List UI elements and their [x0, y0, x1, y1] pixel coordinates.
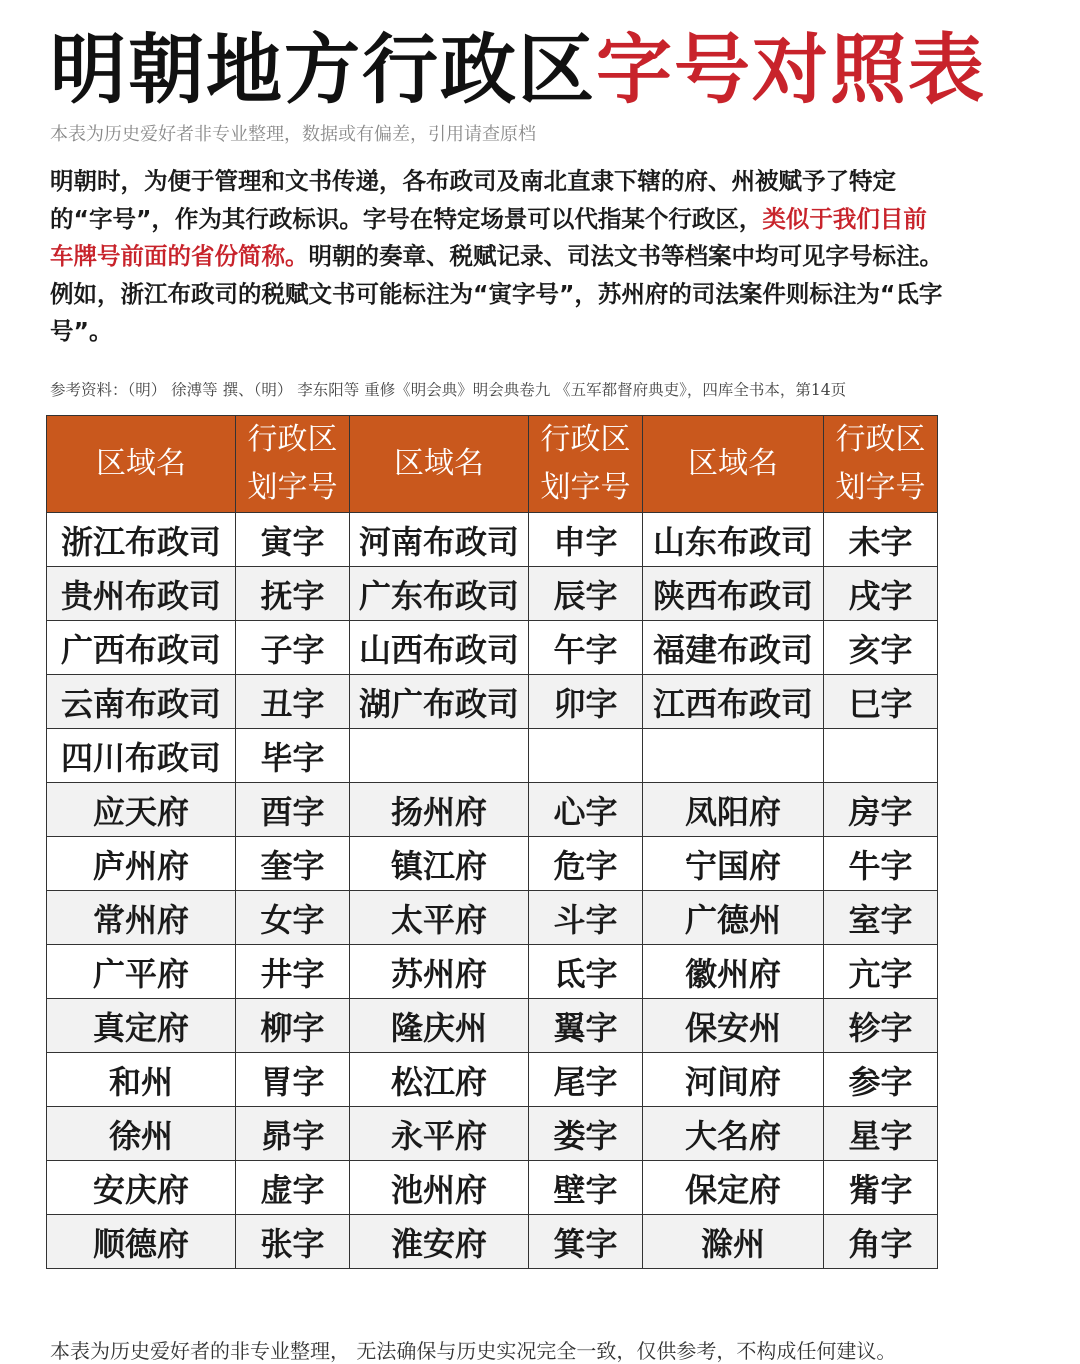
region-cell: 四川布政司: [47, 729, 236, 783]
designation-cell: 抚字: [236, 567, 350, 621]
header-designation: 行政区划字号: [236, 416, 350, 513]
designation-cell: 井字: [236, 945, 350, 999]
region-cell: 广德州: [643, 891, 824, 945]
designation-cell: 卯字: [529, 675, 643, 729]
region-cell: [350, 729, 529, 783]
table-row: [47, 1215, 938, 1269]
region-cell: 贵州布政司: [47, 567, 236, 621]
region-cell: 福建布政司: [643, 621, 824, 675]
designation-cell: 虚字: [236, 1161, 350, 1215]
footer-disclaimer: 本表为历史爱好者的非专业整理， 无法确保与历史实况完全一致，仅供参考，不构成任何建议。: [50, 1339, 897, 1363]
designation-cell: 女字: [236, 891, 350, 945]
table-row: [47, 513, 938, 567]
region-cell: [643, 729, 824, 783]
designation-cell: 戌字: [824, 567, 938, 621]
region-cell: 常州府: [47, 891, 236, 945]
designation-cell: 危字: [529, 837, 643, 891]
designation-cell: 室字: [824, 891, 938, 945]
region-cell: 大名府: [643, 1107, 824, 1161]
designation-cell: 亥字: [824, 621, 938, 675]
region-cell: 陕西布政司: [643, 567, 824, 621]
region-cell: 太平府: [350, 891, 529, 945]
designation-cell: 角字: [824, 1215, 938, 1269]
region-cell: 保定府: [643, 1161, 824, 1215]
designation-cell: 张字: [236, 1215, 350, 1269]
designation-cell: 参字: [824, 1053, 938, 1107]
designation-cell: 丑字: [236, 675, 350, 729]
table-row: [47, 891, 938, 945]
designation-cell: 氐字: [529, 945, 643, 999]
table-row: [47, 675, 938, 729]
designation-cell: 毕字: [236, 729, 350, 783]
table-row: [47, 567, 938, 621]
designation-cell: 酉字: [236, 783, 350, 837]
designation-cell: 申字: [529, 513, 643, 567]
region-cell: 滁州: [643, 1215, 824, 1269]
region-cell: 河间府: [643, 1053, 824, 1107]
designation-table: [46, 415, 938, 1269]
region-cell: 庐州府: [47, 837, 236, 891]
region-cell: 镇江府: [350, 837, 529, 891]
region-cell: 安庆府: [47, 1161, 236, 1215]
header-designation: 行政区划字号: [824, 416, 938, 513]
designation-cell: 壁字: [529, 1161, 643, 1215]
designation-cell: 轸字: [824, 999, 938, 1053]
designation-cell: 翼字: [529, 999, 643, 1053]
region-cell: 池州府: [350, 1161, 529, 1215]
intro-text-1: 明朝时，为便于管理和文书传递，各布政司及南北直隶下辖的府、州被赋予了特定的“字号”，作为其行政标识。字号在特定场景可以代指某个行政区，: [50, 167, 896, 233]
region-cell: 真定府: [47, 999, 236, 1053]
intro-highlight: 类似于我们目前车牌号前面的省份简称。: [50, 204, 927, 270]
title-part-black: 明朝地方行政区: [50, 25, 596, 114]
designation-cell: 胃字: [236, 1053, 350, 1107]
intro-paragraph: [50, 163, 950, 351]
table-row: [47, 1053, 938, 1107]
designation-cell: 觜字: [824, 1161, 938, 1215]
region-cell: 扬州府: [350, 783, 529, 837]
table-row: [47, 999, 938, 1053]
designation-cell: 星字: [824, 1107, 938, 1161]
header-designation: 行政区划字号: [529, 416, 643, 513]
designation-cell: 斗字: [529, 891, 643, 945]
region-cell: 苏州府: [350, 945, 529, 999]
designation-cell: 巳字: [824, 675, 938, 729]
designation-cell: 箕字: [529, 1215, 643, 1269]
region-cell: 广东布政司: [350, 567, 529, 621]
header-region: 区域名: [643, 416, 824, 513]
designation-cell: 午字: [529, 621, 643, 675]
region-cell: 松江府: [350, 1053, 529, 1107]
region-cell: 应天府: [47, 783, 236, 837]
designation-cell: [824, 729, 938, 783]
disclaimer-subtitle: 本表为历史爱好者非专业整理，数据或有偏差，引用请查原档: [50, 124, 536, 145]
page-title: [50, 22, 986, 118]
table-row: [47, 621, 938, 675]
region-cell: 广平府: [47, 945, 236, 999]
region-cell: 隆庆州: [350, 999, 529, 1053]
designation-cell: 柳字: [236, 999, 350, 1053]
table-row: [47, 729, 938, 783]
header-region: 区域名: [47, 416, 236, 513]
region-cell: 云南布政司: [47, 675, 236, 729]
region-cell: 徽州府: [643, 945, 824, 999]
region-cell: 保安州: [643, 999, 824, 1053]
intro-text-2: 明朝的奏章、税赋记录、司法文书等档案中均可见字号标注。例如，浙江布政司的税赋文书可能标注为“寅字号”，苏州府的司法案件则标注为“氐字号”。: [50, 242, 943, 345]
region-cell: 浙江布政司: [47, 513, 236, 567]
designation-cell: 寅字: [236, 513, 350, 567]
table-header-row: [47, 416, 938, 513]
designation-cell: 尾字: [529, 1053, 643, 1107]
table-row: [47, 945, 938, 999]
designation-cell: 奎字: [236, 837, 350, 891]
designation-cell: 未字: [824, 513, 938, 567]
region-cell: 凤阳府: [643, 783, 824, 837]
table-row: [47, 783, 938, 837]
table-row: [47, 1161, 938, 1215]
region-cell: 顺德府: [47, 1215, 236, 1269]
designation-cell: 心字: [529, 783, 643, 837]
table-body: [47, 513, 938, 1269]
designation-cell: 牛字: [824, 837, 938, 891]
region-cell: 山东布政司: [643, 513, 824, 567]
table-row: [47, 837, 938, 891]
designation-cell: 娄字: [529, 1107, 643, 1161]
region-cell: 徐州: [47, 1107, 236, 1161]
table-row: [47, 1107, 938, 1161]
region-cell: 广西布政司: [47, 621, 236, 675]
region-cell: 宁国府: [643, 837, 824, 891]
region-cell: 淮安府: [350, 1215, 529, 1269]
region-cell: 和州: [47, 1053, 236, 1107]
header-region: 区域名: [350, 416, 529, 513]
region-cell: 山西布政司: [350, 621, 529, 675]
designation-cell: 房字: [824, 783, 938, 837]
reference-note: 参考资料：（明） 徐溥等 撰、（明） 李东阳等 重修《明会典》明会典卷九 《五军都督府典吏》，四库全书本，第14页: [50, 381, 847, 399]
designation-cell: [529, 729, 643, 783]
title-part-red: 字号对照表: [596, 25, 986, 114]
region-cell: 永平府: [350, 1107, 529, 1161]
region-cell: 河南布政司: [350, 513, 529, 567]
region-cell: 湖广布政司: [350, 675, 529, 729]
designation-cell: 辰字: [529, 567, 643, 621]
region-cell: 江西布政司: [643, 675, 824, 729]
designation-cell: 亢字: [824, 945, 938, 999]
designation-cell: 子字: [236, 621, 350, 675]
designation-cell: 昴字: [236, 1107, 350, 1161]
